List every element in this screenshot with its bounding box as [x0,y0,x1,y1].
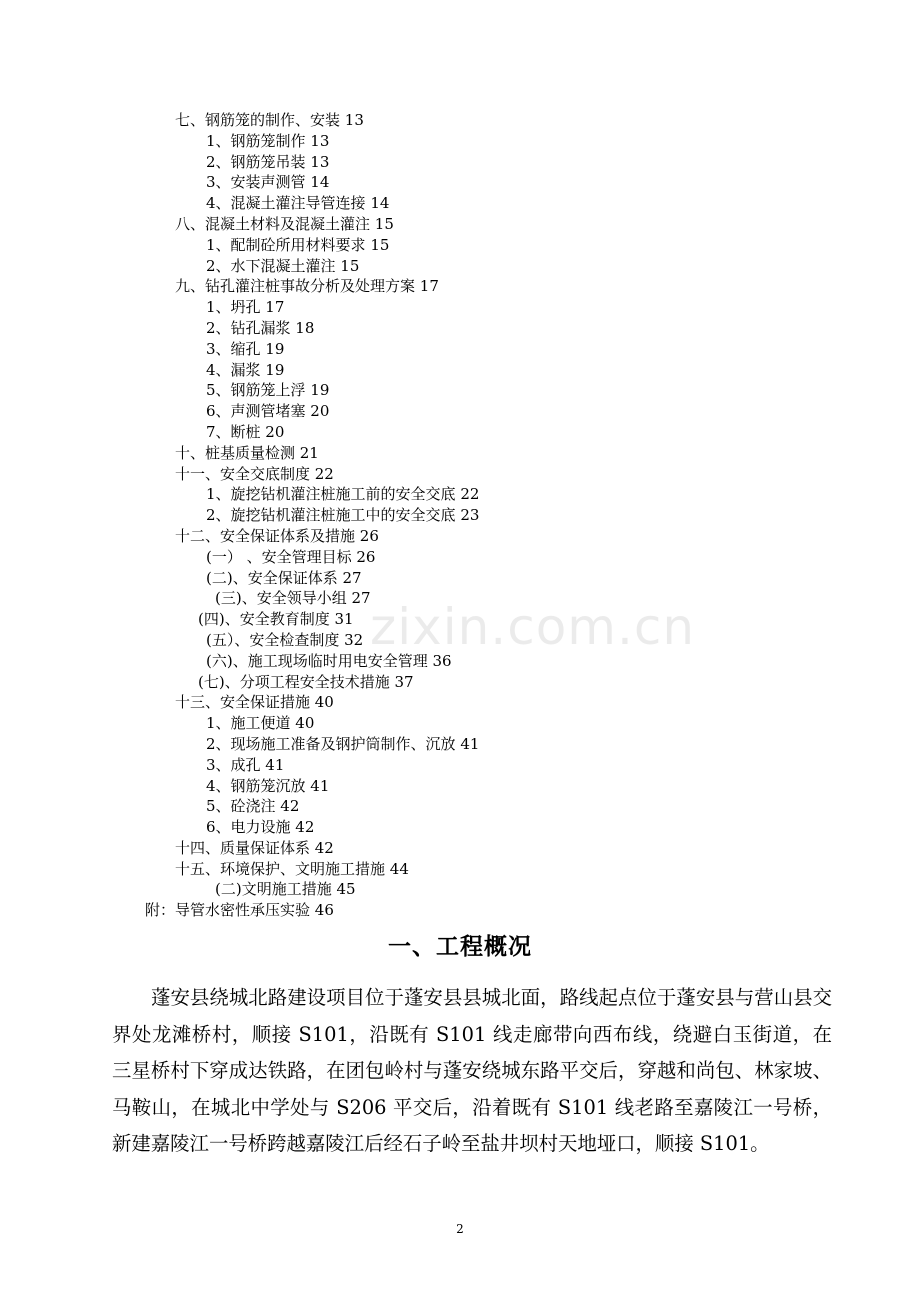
toc-entry: 附：导管水密性承压实验 46 [145,901,334,920]
toc-entry: 1、施工便道 40 [206,714,315,733]
toc-entry: 2、旋挖钻机灌注桩施工中的安全交底 23 [206,506,480,525]
body-paragraph: 蓬安县绕城北路建设项目位于蓬安县县城北面，路线起点位于蓬安县与营山县交界处龙滩桥村，顺接 S101，沿既有 S101 线走廊带向西布线，绕避白玉街道，在三星桥村下穿成达铁路，在团包岭村与蓬安绕城东路平交后，穿越和尚包、林家坡、马鞍山，在城北中学处与 S206 平交后，沿着既有 S101 线老路至嘉陵江一号桥，新建嘉陵江一号桥跨越嘉陵江后经石子岭至盐井坝村天地垭口，顺接 S101。 [112,986,832,1155]
toc-entry: 4、混凝土灌注导管连接 14 [206,194,390,213]
toc-entry: 5、砼浇注 42 [206,797,300,816]
toc-entry: 2、现场施工准备及钢护筒制作、沉放 41 [206,734,480,753]
toc-entry: 2、水下混凝土灌注 15 [206,256,360,275]
section-heading: 一、工程概况 [388,934,532,960]
toc-entry: (一） 、安全管理目标 26 [206,547,376,566]
watermark: zixin.com.cn [370,598,696,656]
toc-entry: 7、断桩 20 [206,422,285,441]
toc-entry: 1、配制砼所用材料要求 15 [206,235,390,254]
toc-entry: 十三、安全保证措施 40 [175,693,334,712]
toc-entry: 5、钢筋笼上浮 19 [206,381,330,400]
toc-entry: 十五、环境保护、文明施工措施 44 [175,859,409,878]
toc-entry: 1、坍孔 17 [206,298,285,317]
toc-entry: 3、缩孔 19 [206,339,285,358]
toc-entry: 2、钢筋笼吊装 13 [206,152,330,171]
toc-entry: 6、电力设施 42 [206,818,315,837]
toc-entry: 十二、安全保证体系及措施 26 [175,526,379,545]
toc-entry: 1、钢筋笼制作 13 [206,131,330,150]
toc-entry: 八、混凝土材料及混凝土灌注 15 [175,214,394,233]
toc-entry: 十、桩基质量检测 21 [175,443,319,462]
toc-entry: 3、成孔 41 [206,755,285,774]
toc-entry: (三)、安全领导小组 27 [215,589,371,608]
toc-entry: (二)、安全保证体系 27 [206,568,362,587]
toc-entry: 十一、安全交底制度 22 [175,464,334,483]
toc-entry: (四)、安全教育制度 31 [198,610,354,629]
toc-entry: 6、声测管堵塞 20 [206,402,330,421]
page-number: 2 [456,1222,464,1236]
toc-entry: (五）、安全检查制度 32 [206,630,364,649]
toc-entry: (七)、分项工程安全技术措施 37 [198,672,414,691]
toc-entry: 十四、质量保证体系 42 [175,838,334,857]
toc-entry: 2、钻孔漏浆 18 [206,318,315,337]
toc-entry: (六)、施工现场临时用电安全管理 36 [206,651,452,670]
toc-entry: 七、钢筋笼的制作、安装 13 [175,111,364,129]
toc-entry: 4、钢筋笼沉放 41 [206,776,330,795]
toc-entry: 1、旋挖钻机灌注桩施工前的安全交底 22 [206,485,480,504]
toc-entry: (二)文明施工措施 45 [215,880,356,899]
toc-entry: 3、安装声测管 14 [206,173,330,192]
toc-entry: 九、钻孔灌注桩事故分析及处理方案 17 [175,277,439,296]
table-of-contents [0,110,920,921]
toc-entry: 4、漏浆 19 [206,360,285,379]
